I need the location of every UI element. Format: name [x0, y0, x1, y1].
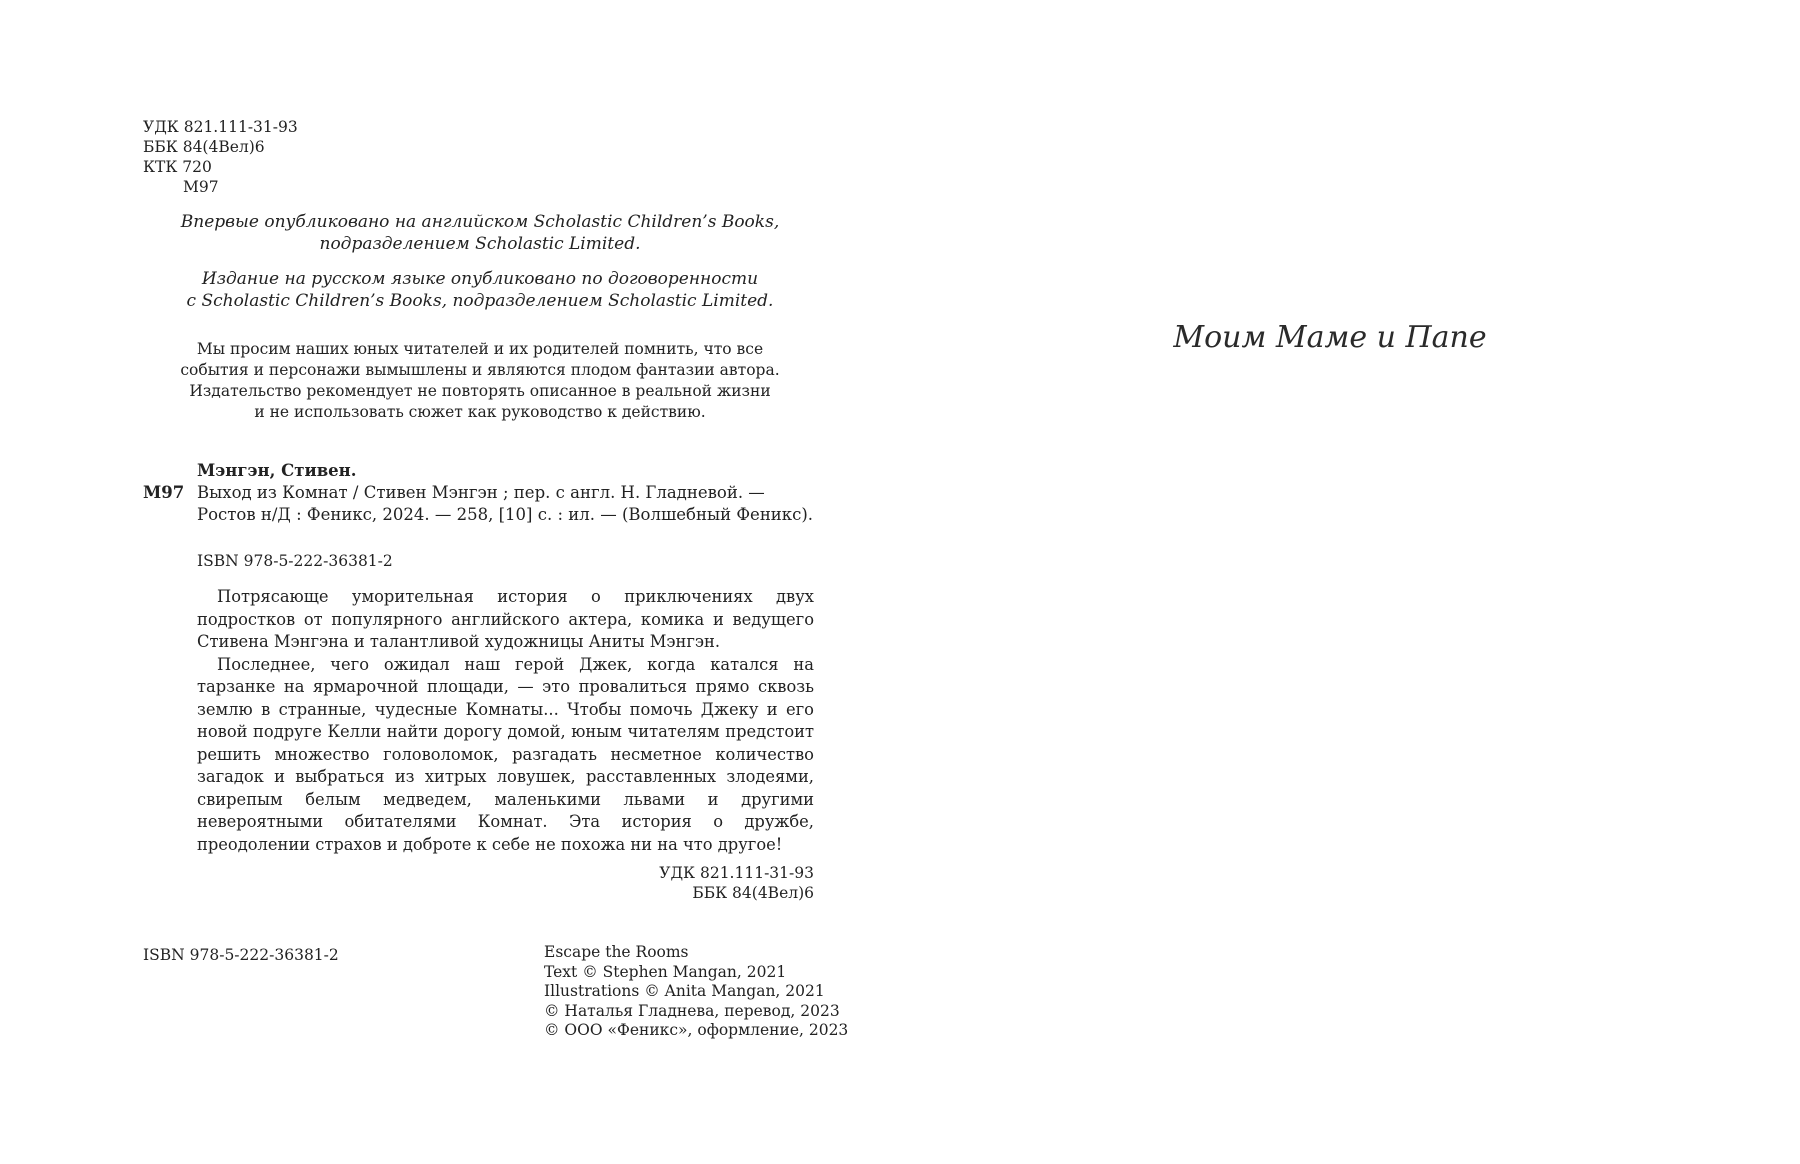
russian-edition-line2: с Scholastic Children’s Books, подразделением Scholastic Limited. [186, 291, 774, 311]
annotation [197, 586, 814, 856]
original-title: Escape the Rooms [544, 943, 689, 961]
author-name: Мэнгэн, Стивен. [197, 461, 357, 480]
illustrations-copyright: Illustrations © Anita Mangan, 2021 [544, 982, 825, 1000]
first-published-note [140, 211, 820, 255]
notice-line2: события и персонажи вымышлены и являются плодом фантазии автора. [180, 361, 780, 379]
udk-bottom: УДК 821.111-31-93 [659, 864, 814, 882]
notice-line1: Мы просим наших юных читателей и их родителей помнить, что все [196, 340, 764, 358]
classification-bottom [600, 863, 814, 903]
reader-notice [140, 339, 820, 423]
text-copyright: Text © Stephen Mangan, 2021 [544, 962, 787, 981]
classification-codes [143, 117, 298, 197]
first-published-line1: Впервые опубликовано на английском Scholastic Children’s Books, [180, 212, 780, 232]
bibliographic-row [143, 482, 823, 504]
isbn-bottom: ISBN 978-5-222-36381-2 [143, 946, 339, 964]
notice-line4: и не использовать сюжет как руководство к действию. [254, 403, 706, 421]
russian-edition-note [140, 268, 820, 312]
russian-edition-line1: Издание на русском языке опубликовано по договоренности [201, 269, 759, 289]
ktk-code: КТК 720 [143, 158, 212, 176]
bibliographic-record [143, 460, 823, 526]
bibliographic-code: М97 [143, 483, 185, 502]
notice-line3: Издательство рекомендует не повторять описанное в реальной жизни [189, 382, 771, 400]
bibliographic-line2: Ростов н/Д : Феникс, 2024. — 258, [10] с. : ил. — (Волшебный Феникс). [197, 505, 814, 524]
bbk-bottom: ББК 84(4Вел)6 [692, 884, 814, 902]
first-published-line2: подразделением Scholastic Limited. [319, 234, 641, 254]
copyright-block [544, 943, 848, 1041]
udk-code: УДК 821.111-31-93 [143, 118, 298, 136]
dedication: Моим Маме и Папе [1173, 320, 1487, 355]
bibliographic-line1: Выход из Комнат / Стивен Мэнгэн ; пер. с англ. Н. Гладневой. — [197, 483, 765, 502]
annotation-paragraph-1: Потрясающе уморительная история о приключениях двух подростков от популярного английского актера, комика и ведущего Стивена Мэнгэна и талантливой художницы Аниты Мэнгэн. [197, 587, 814, 651]
bbk-code: ББК 84(4Вел)6 [143, 138, 265, 156]
design-copyright: © ООО «Феникс», оформление, 2023 [544, 1021, 849, 1039]
annotation-paragraph-2: Последнее, чего ожидал наш герой Джек, когда катался на тарзанке на ярмарочной площади, — это провалиться прямо сквозь землю в странные, чудесные Комнаты... Чтобы помочь Джеку и его новой подруге Келли найти дорогу домой, юным читателям предстоит решить множество головоломок, разгадать несметное количество загадок и выбраться из хитрых ловушек, расставленных злодеями, свирепым белым медведем, маленькими львами и другими невероятными обитателями Комнат. Эта история о дружбе, преодолении страхов и доброте к себе не похожа ни на что другое! [197, 654, 814, 854]
author-mark: М97 [183, 178, 219, 196]
isbn-record: ISBN 978-5-222-36381-2 [197, 552, 393, 570]
translation-copyright: © Наталья Гладнева, перевод, 2023 [544, 1001, 840, 1020]
